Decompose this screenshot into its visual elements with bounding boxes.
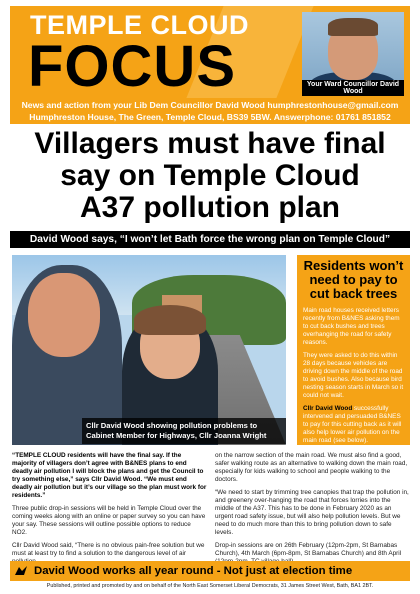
masthead-title-line2: FOCUS (28, 34, 236, 98)
contact-bar (10, 98, 410, 124)
sidebox-para3-name: Cllr David Wood (303, 405, 353, 412)
article-body (12, 452, 410, 558)
main-photo (12, 255, 286, 445)
photo-hair (328, 18, 378, 36)
article-column-right (215, 452, 410, 558)
article-para: “We need to start by trimming tree canopies that trap the pollution in, and greenery over-hanging the road that forces lorries into the middle of the A37. This has to be done in February 2020 as an urgent road safety issue, but will also help pollution levels. But we need to do much more than this to bring pollution down to safe levels. (215, 489, 409, 536)
article-para: Three public drop-in sessions will be held in Temple Cloud over the coming weeks along with an online or paper survey so you can have your say. These sessions will outline possible options to reduce NO2. (12, 505, 206, 536)
photo-woman-hair (134, 305, 206, 335)
headline-line3: A37 pollution plan (80, 191, 340, 224)
footer-slogan: David Wood works all year round - Not just at election time (34, 565, 353, 577)
main-photo-caption: Cllr David Wood showing pollution problems to Cabinet Member for Highways, Cllr Joanna Wright (82, 418, 286, 444)
contact-line1: News and action from your Lib Dem Councillor David Wood humphrestonhouse@gmail.com (21, 100, 399, 110)
contact-line2: Humphreston House, The Green, Temple Cloud, BS39 5BW. Answerphone: 01761 851852 (29, 112, 391, 122)
lib-dem-bird-icon (10, 561, 32, 581)
trees-sidebox (297, 255, 410, 445)
subtitle-band: David Wood says, “I won’t let Bath force the wrong plan on Temple Cloud” (10, 231, 410, 248)
article-lead (12, 452, 207, 500)
article-para: Cllr David Wood said, “There is no obvious pain-free solution but we must at least try to find a solution to the dangerous level of air (12, 542, 205, 557)
councillor-photo (302, 12, 404, 90)
sidebox-para3 (303, 405, 404, 445)
article-column-left (12, 452, 207, 558)
article-lead-text: “TEMPLE CLOUD residents will have the final say. If the majority of villagers don’t agree with B&NES plans to end deadly air pollution I will block the plans and get the Council to try something else,” says Cllr David Wood. “We must end deadly air pollution but it’s our village so the plan must work for residents.” (12, 452, 207, 499)
headline-line2: say on Temple Cloud (60, 159, 360, 192)
masthead-title-line1: TEMPLE CLOUD (30, 10, 249, 40)
sidebox-para2: They were asked to do this within 28 days because vehicles are driving down the middle of the road to avoid bushes. Also because bird nesting season starts in March so it could not wait. (303, 352, 404, 399)
imprint-text: Published, printed and promoted by and on behalf of the North East Somerset Liberal Democrats, 31 James Street West, Bath, BA1 2BT. (46, 583, 374, 589)
main-headline (10, 128, 410, 224)
masthead (10, 6, 410, 98)
article-para: Drop-in sessions are on 26th February (12pm-2pm, St Barnabas Church), 4th March (6pm-8pm, St Barnabas Church) and 8th April (215, 542, 402, 557)
sidebox-para3-rest: successfully intervened and persuaded B&NES to pay for this cutting back as it will also help lower air pollution on the main road (see below). (303, 405, 402, 444)
article-para: on the narrow section of the main road. We must also find a good, safer walking route as an alternative to walking down the main road, especially for kids walking to school and people walking to the doctors. (215, 452, 408, 483)
sidebox-heading: Residents won’t need to pay to cut back trees (303, 258, 404, 301)
footer-bar (10, 561, 410, 581)
councillor-photo-caption: Your Ward Councillor David Wood (302, 80, 404, 96)
photo-man-face (28, 273, 100, 357)
headline-line1: Villagers must have final (34, 127, 386, 160)
sidebox-para1: Main road houses received letters recently from B&NES asking them to cut back bushes and trees overhanging the road for safety reasons. (303, 307, 400, 346)
